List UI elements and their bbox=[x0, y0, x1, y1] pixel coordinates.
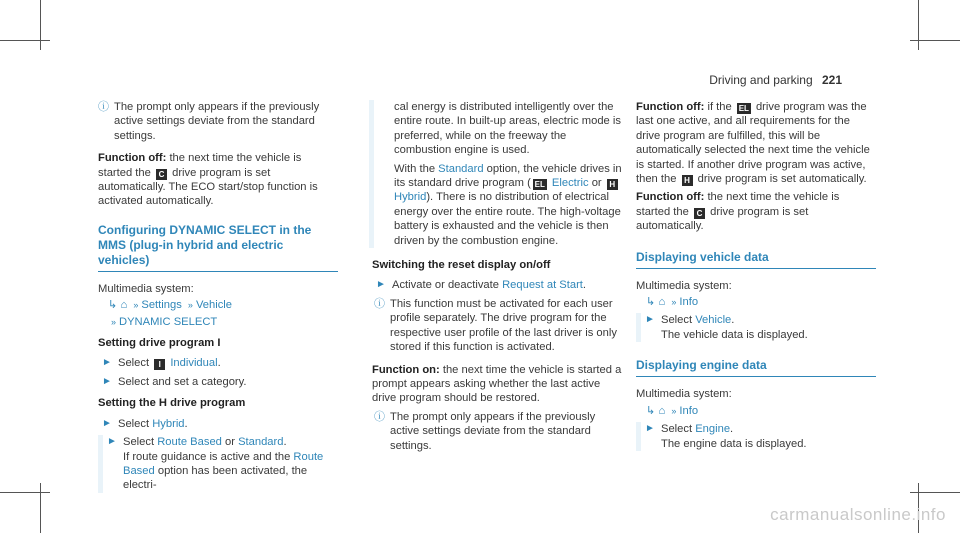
step: ► Select Hybrid. bbox=[102, 417, 188, 430]
text: option, the vehicle drives in its standard drive program ( bbox=[394, 162, 622, 190]
subheading: Switching the reset display on/off bbox=[372, 259, 551, 272]
menu-item-engine: Engine bbox=[695, 423, 731, 436]
crop-mark bbox=[40, 483, 41, 533]
chevron-icon: » bbox=[671, 297, 677, 308]
info-icon: ⓘ bbox=[374, 297, 385, 310]
crop-mark bbox=[918, 0, 919, 50]
text: If route guidance is active and the bbox=[123, 450, 291, 463]
hook-arrow-icon: ↳ bbox=[646, 404, 656, 417]
crop-mark bbox=[910, 40, 960, 41]
note bbox=[374, 410, 622, 453]
step: ► Activate or deactivate Request at Start. bbox=[376, 279, 587, 292]
menu-item-individual: Individual bbox=[170, 357, 218, 370]
step: ► Select Engine. The engine data is displayed. bbox=[636, 422, 876, 451]
continued-text bbox=[369, 100, 622, 248]
text: ). There is no distribution of electrical energy over the entire route. The high-voltage battery is exhausted and the vehicle is then driven by the combustion engine. bbox=[394, 191, 621, 247]
menu-item-route-based: Route Based bbox=[123, 450, 324, 477]
text: the next time the vehicle is started the bbox=[98, 152, 302, 179]
text: With the bbox=[394, 162, 436, 175]
text: drive program is set automatically. The ECO start/stop function is activated automatically. bbox=[98, 166, 318, 208]
menu-item-hybrid: Hybrid bbox=[394, 191, 427, 204]
step-arrow-icon: ► bbox=[645, 423, 655, 435]
step: ► Select Route Based or Standard. If route guidance is active and the Route Based option has been activated, the electri- bbox=[98, 435, 338, 493]
function-on-label: Function on: bbox=[372, 363, 440, 376]
step-arrow-icon: ► bbox=[102, 417, 112, 429]
step: ► Select I Individual. bbox=[102, 357, 221, 370]
note-text: This function must be activated for each user profile separately. The drive program for the respective user profile of the last driver is only stored if this function is activated. bbox=[390, 297, 617, 354]
step-arrow-icon: ► bbox=[107, 436, 117, 448]
function-off-paragraph bbox=[636, 100, 876, 186]
note bbox=[98, 100, 338, 143]
comfort-mode-icon: C bbox=[156, 169, 167, 180]
subheading: Setting drive program I bbox=[98, 337, 221, 350]
multimedia-label: Multimedia system: bbox=[636, 279, 732, 292]
crop-mark bbox=[0, 40, 50, 41]
text: drive program was the last one active, and all requirements for the drive program are fulfilled, this will be automatically selected the next time the vehicle is started. If another drive program was active, then the bbox=[636, 101, 870, 186]
multimedia-label: Multimedia system: bbox=[98, 282, 194, 295]
menu-item-standard: Standard bbox=[238, 436, 284, 449]
path-vehicle: Vehicle bbox=[195, 299, 233, 312]
text: the next time the vehicle is started the bbox=[636, 191, 840, 218]
chevron-icon: » bbox=[111, 316, 117, 327]
function-off-paragraph bbox=[98, 151, 338, 209]
path-info: Info bbox=[679, 404, 699, 417]
info-icon: ⓘ bbox=[98, 101, 109, 113]
menu-item-route-based: Route Based bbox=[157, 436, 222, 449]
path-dynamic-select: DYNAMIC SELECT bbox=[119, 315, 218, 328]
menu-item-vehicle: Vehicle bbox=[695, 314, 732, 327]
text: or bbox=[591, 177, 602, 190]
watermark: carmanualsonline.info bbox=[770, 505, 946, 524]
text: Select and set a category. bbox=[118, 375, 247, 388]
step bbox=[98, 375, 338, 389]
step-arrow-icon: ► bbox=[645, 314, 655, 326]
menu-item-electric: Electric bbox=[551, 177, 589, 190]
text: Select bbox=[118, 357, 150, 370]
step: ► Select Vehicle. The vehicle data is displayed. bbox=[636, 313, 876, 342]
function-off-label: Function off: bbox=[636, 191, 705, 204]
text: drive program is set automatically. bbox=[697, 173, 867, 186]
menu-item-standard: Standard bbox=[438, 162, 484, 175]
text: drive program is set automatically. bbox=[636, 205, 809, 233]
note-text: The prompt only appears if the previously active settings deviate from the standard settings. bbox=[114, 101, 320, 142]
text: Select bbox=[123, 436, 155, 449]
home-icon: ⌂ bbox=[658, 404, 666, 417]
section-heading: Displaying engine data bbox=[636, 358, 876, 377]
chevron-icon: » bbox=[133, 300, 139, 311]
menu-item-hybrid: Hybrid bbox=[152, 417, 185, 430]
text: Select bbox=[118, 417, 150, 430]
crop-mark bbox=[0, 492, 50, 493]
hook-arrow-icon: ↳ bbox=[646, 296, 656, 309]
electric-mode-icon: EL bbox=[534, 180, 545, 190]
chevron-icon: » bbox=[187, 300, 193, 311]
text: cal energy is distributed intelligently over the entire route. In built-up areas, electric mode is preferred, while on the freeway the combustion engine is used. bbox=[394, 101, 621, 157]
home-icon: ⌂ bbox=[658, 296, 666, 309]
hybrid-mode-icon: H bbox=[682, 175, 693, 186]
text: The engine data is displayed. bbox=[661, 437, 807, 450]
function-off-paragraph bbox=[636, 190, 876, 233]
note bbox=[374, 297, 622, 355]
page-number: 221 bbox=[821, 73, 842, 87]
page-header bbox=[709, 73, 842, 87]
text: option has been activated, the electri- bbox=[123, 464, 308, 492]
section-heading: Displaying vehicle data bbox=[636, 250, 876, 269]
crop-mark bbox=[40, 0, 41, 50]
section-heading: Configuring DYNAMIC SELECT in the MMS (plug-in hybrid and electric vehicles) bbox=[98, 223, 338, 272]
column-3 bbox=[636, 100, 876, 455]
path-settings: Settings bbox=[141, 299, 182, 312]
menu-path bbox=[108, 298, 338, 312]
standard-paragraph bbox=[394, 162, 622, 248]
electric-mode-icon: EL bbox=[738, 104, 749, 113]
function-on-paragraph bbox=[372, 363, 622, 406]
menu-path bbox=[646, 295, 876, 309]
crop-mark bbox=[910, 492, 960, 493]
hook-arrow-icon: ↳ bbox=[108, 299, 118, 312]
text: Select bbox=[661, 423, 693, 436]
function-off-label: Function off: bbox=[98, 152, 167, 165]
subheading: Setting the H drive program bbox=[98, 397, 246, 410]
menu-item-request-at-start: Request at Start bbox=[502, 279, 583, 292]
text: The vehicle data is displayed. bbox=[661, 328, 808, 341]
individual-mode-icon: I bbox=[154, 359, 165, 370]
note-text: The prompt only appears if the previously active settings deviate from the standard settings. bbox=[390, 410, 596, 452]
step-arrow-icon: ► bbox=[376, 279, 386, 291]
column-1 bbox=[98, 100, 338, 497]
header-title: Driving and parking bbox=[709, 73, 813, 87]
hybrid-mode-icon: H bbox=[607, 179, 618, 190]
step-arrow-icon: ► bbox=[102, 375, 112, 387]
text: or bbox=[225, 436, 235, 449]
home-icon: ⌂ bbox=[120, 299, 128, 312]
chevron-icon: » bbox=[671, 405, 677, 416]
column-2 bbox=[372, 100, 622, 461]
comfort-mode-icon: C bbox=[694, 208, 705, 219]
info-icon: ⓘ bbox=[374, 410, 385, 423]
menu-path bbox=[108, 315, 338, 329]
multimedia-label: Multimedia system: bbox=[636, 388, 732, 401]
text: the next time the vehicle is started a prompt appears asking whether the last active drive program should be restored. bbox=[372, 363, 622, 405]
text: Activate or deactivate bbox=[392, 279, 499, 292]
step-arrow-icon: ► bbox=[102, 357, 112, 369]
text: Select bbox=[661, 314, 693, 327]
text: if the bbox=[707, 101, 732, 113]
menu-path bbox=[646, 404, 876, 418]
function-off-label: Function off: bbox=[636, 101, 705, 113]
path-info: Info bbox=[679, 296, 699, 309]
